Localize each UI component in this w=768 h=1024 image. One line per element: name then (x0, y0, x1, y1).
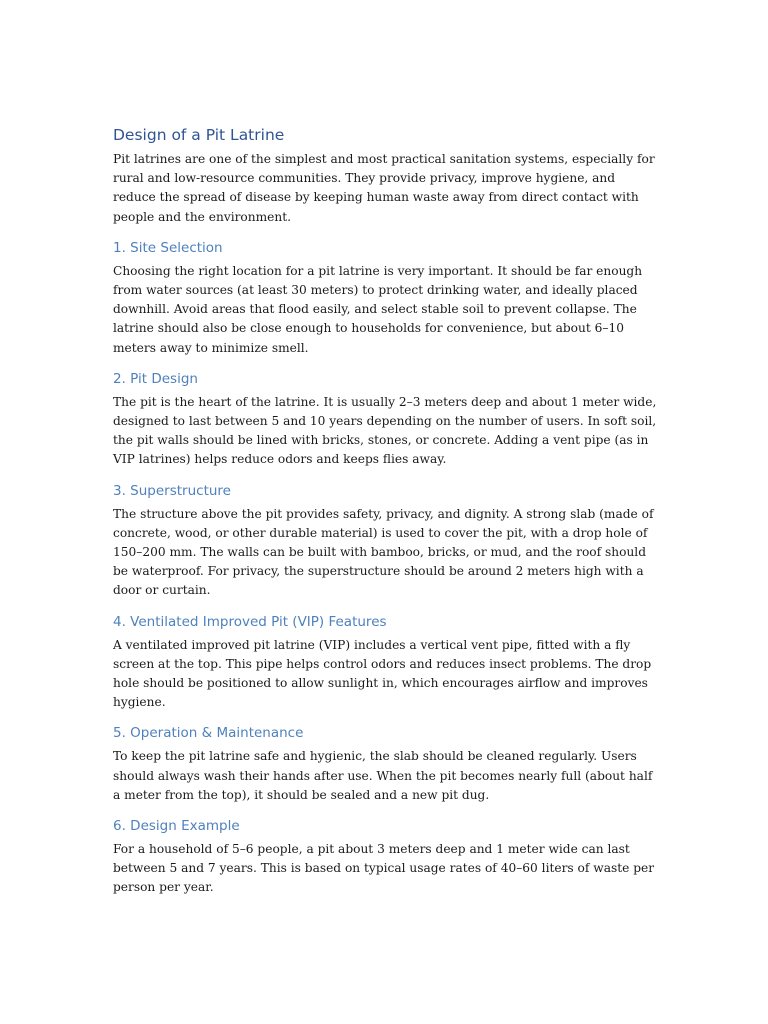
section-heading-pit-design: 2. Pit Design (113, 370, 198, 387)
section-heading-design-example: 6. Design Example (113, 818, 240, 835)
section-body-site-selection: Choosing the right location for a pit latrine is very important. It should be far enough from water sources (at least 30 meters) to protect drinking water, and ideally placed downhill. Avoid areas that flood easily, and select stable soil to prevent collapse. The latrine should also be close enough to households for convenience, but about 6–10 meters away to minimize smell. (113, 263, 643, 355)
section-heading-superstructure: 3. Superstructure (113, 482, 231, 499)
section-body-pit-design: The pit is the heart of the latrine. It is usually 2–3 meters deep and about 1 meter wide, designed to last between 5 and 10 years depending on the number of users. In soft soil, the pit walls should be lined with bricks, stones, or concrete. Adding a vent pipe (as in VIP latrines) helps reduce odors and keeps flies away. (113, 394, 657, 467)
section-heading-operation-maintenance: 5. Operation & Maintenance (113, 725, 304, 742)
section-body-superstructure: The structure above the pit provides safety, privacy, and dignity. A strong slab (made of concrete, wood, or other durable material) is used to cover the pit, with a drop hole of 150–200 mm. The walls can be built with bamboo, bricks, or mud, and the roof should be waterproof. For privacy, the superstructure should be around 2 meters high with a door or curtain. (113, 506, 654, 598)
intro-paragraph: Pit latrines are one of the simplest and most practical sanitation systems, especially for rural and low-resource communities. They provide privacy, improve hygiene, and reduce the spread of disease by keeping human waste away from direct contact with people and the environment. (113, 152, 655, 224)
section-heading-site-selection: 1. Site Selection (113, 239, 223, 256)
section-heading-vip-features: 4. Ventilated Improved Pit (VIP) Features (113, 613, 387, 630)
section-body-vip-features: A ventilated improved pit latrine (VIP) includes a vertical vent pipe, fitted with a fly screen at the top. This pipe helps control odors and reduces insect problems. The drop hole should be positioned to allow sunlight in, which encourages airflow and improves hygiene. (113, 637, 652, 710)
section-body-operation-maintenance: To keep the pit latrine safe and hygienic, the slab should be cleaned regularly. Users should always wash their hands after use. When the pit becomes nearly full (about half a meter from the top), it should be sealed and a new pit dug. (113, 749, 653, 802)
document-title: Design of a Pit Latrine (113, 126, 285, 144)
section-body-design-example: For a household of 5–6 people, a pit about 3 meters deep and 1 meter wide can last between 5 and 7 years. This is based on typical usage rates of 40–60 liters of waste per person per year. (113, 842, 655, 895)
document-page (113, 124, 658, 910)
